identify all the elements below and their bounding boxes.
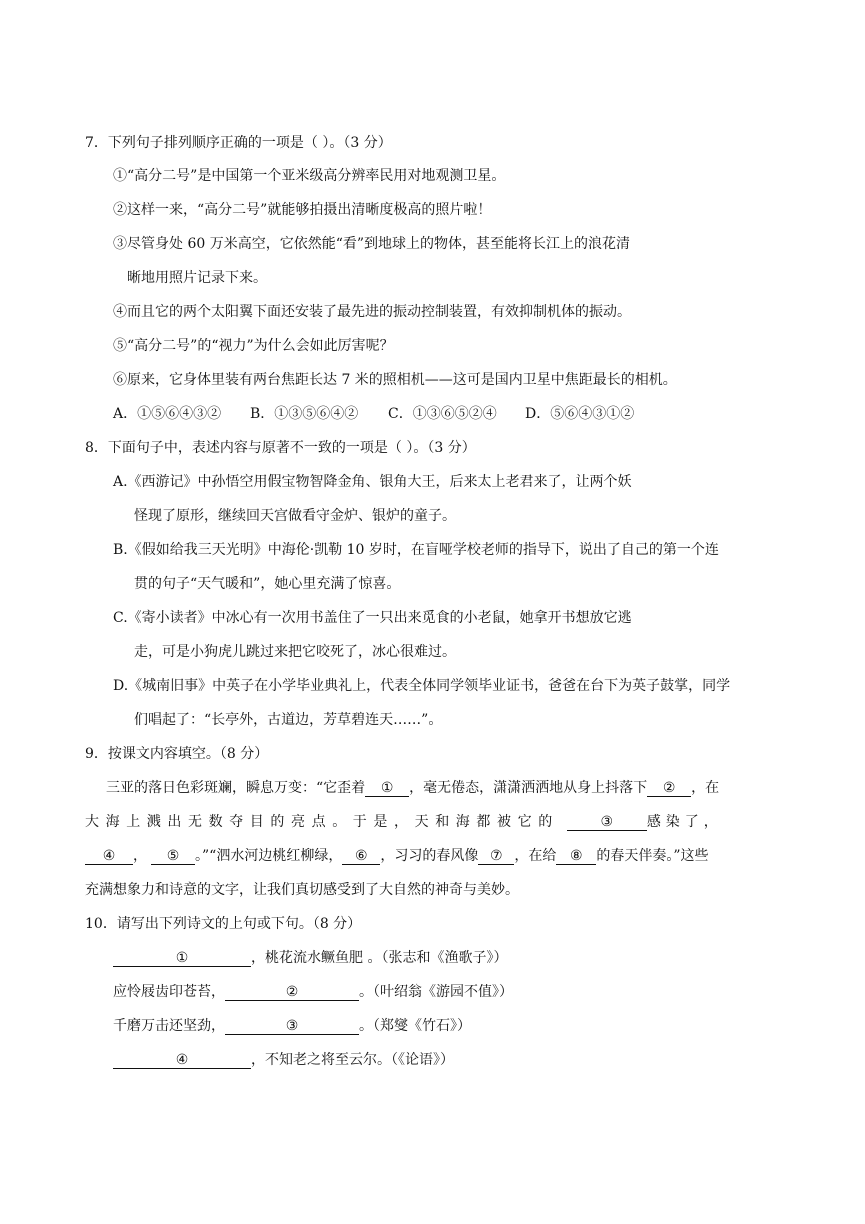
q9-text-2b: 感染了， bbox=[646, 814, 723, 830]
q9-blank-8[interactable]: ⑧ bbox=[556, 848, 596, 865]
q7-sentence-2: ②这样一来，“高分二号”就能够拍摄出清晰度极高的照片啦！ bbox=[113, 202, 492, 218]
q8-option-a-line1: A.《西游记》中孙悟空用假宝物智降金角、银角大王，后来太上老君来了，让两个妖 bbox=[113, 474, 632, 490]
q8-option-d-line2: 们唱起了：“长亭外，古道边，芳草碧连天……”。 bbox=[134, 712, 443, 728]
q7-option-b: B．①③⑤⑥④② bbox=[250, 406, 359, 422]
q7-option-c: C．①③⑥⑤②④ bbox=[388, 406, 497, 422]
q9-stem: 9．按课文内容填空。（8 分） bbox=[85, 746, 269, 762]
q7-sentence-4: ④而且它的两个太阳翼下面还安装了最先进的振动控制装置，有效抑制机体的振动。 bbox=[113, 304, 631, 320]
q10-line-1 bbox=[113, 948, 507, 968]
q7-sentence-1: ①“高分二号”是中国第一个亚米级高分辨率民用对地观测卫星。 bbox=[113, 168, 506, 184]
q9-text-2a: 大海上溅出无数夺目的亮点。于是，天和海都被它的 bbox=[85, 814, 559, 830]
q8-option-a-line2: 怪现了原形，继续回天宫做看守金炉、银炉的童子。 bbox=[134, 508, 456, 524]
q9-blank-6[interactable]: ⑥ bbox=[342, 848, 380, 865]
q10-line-4 bbox=[113, 1050, 454, 1070]
q10-text-4: ，不知老之将至云尔。（《论语》） bbox=[251, 1052, 454, 1068]
q8-stem: 8．下面句子中，表述内容与原著不一致的一项是（ ）。（3 分） bbox=[85, 440, 476, 456]
q10-line-2 bbox=[113, 982, 513, 1002]
q9-passage-line1 bbox=[106, 778, 719, 798]
q7-sentence-3a: ③尽管身处 60 万米高空，它依然能“看”到地球上的物体，甚至能将长江上的浪花清 bbox=[113, 236, 631, 252]
q8-option-b-line2: 贯的句子“天气暖和”，她心里充满了惊喜。 bbox=[134, 576, 401, 592]
q9-passage-line4: 充满想象力和诗意的文字，让我们真切感受到了大自然的神奇与美妙。 bbox=[85, 882, 519, 898]
q10-blank-4[interactable]: ④ bbox=[113, 1052, 251, 1069]
q9-text-3d: 的春天伴奏。”这些 bbox=[596, 848, 709, 864]
q9-text-3b: ，习习的春风像 bbox=[380, 848, 479, 864]
q8-option-c-line2: 走，可是小狗虎儿跳过来把它咬死了，冰心很难过。 bbox=[134, 644, 456, 660]
q9-blank-4[interactable]: ④ bbox=[85, 848, 133, 865]
q9-sep-1: ， bbox=[133, 848, 147, 864]
q9-text-1c: ，在 bbox=[691, 780, 720, 796]
q10-text-2a: 应怜屐齿印苍苔， bbox=[113, 984, 225, 1000]
q9-blank-7[interactable]: ⑦ bbox=[478, 848, 514, 865]
q9-blank-3[interactable]: ③ bbox=[567, 814, 647, 831]
q9-blank-1[interactable]: ① bbox=[365, 780, 409, 797]
q8-option-b-line1: B.《假如给我三天光明》中海伦·凯勒 10 岁时，在盲哑学校老师的指导下，说出了自己的第一个连 bbox=[113, 542, 719, 558]
q10-text-2b: 。（叶绍翁《游园不值》） bbox=[359, 984, 513, 1000]
q10-line-3 bbox=[113, 1016, 471, 1036]
q9-blank-5[interactable]: ⑤ bbox=[151, 848, 195, 865]
q7-stem: 7．下列句子排列顺序正确的一项是（ ）。（3 分） bbox=[85, 135, 392, 151]
q10-text-3b: 。（郑燮《竹石》） bbox=[359, 1018, 471, 1034]
q7-option-a: A．①⑤⑥④③② bbox=[113, 406, 222, 422]
q9-text-3c: ，在给 bbox=[514, 848, 557, 864]
q8-option-c-line1: C.《寄小读者》中冰心有一次用书盖住了一只出来觅食的小老鼠，她拿开书想放它逃 bbox=[113, 610, 632, 626]
q10-blank-1[interactable]: ① bbox=[113, 950, 251, 967]
q9-blank-2[interactable]: ② bbox=[647, 780, 691, 797]
q9-text-3a: 。”“泗水河边桃红柳绿， bbox=[195, 848, 343, 864]
q10-stem: 10．请写出下列诗文的上句或下句。（8 分） bbox=[85, 916, 362, 932]
q10-text-3a: 千磨万击还坚劲， bbox=[113, 1018, 225, 1034]
q10-blank-3[interactable]: ③ bbox=[225, 1018, 359, 1035]
q7-option-d: D．⑤⑥④③①② bbox=[525, 406, 635, 422]
q9-passage-line3 bbox=[85, 846, 709, 866]
q10-text-1: ，桃花流水鳜鱼肥 。（张志和《渔歌子》） bbox=[251, 950, 508, 966]
q9-text-1b: ，毫无倦态，潇潇洒洒地从身上抖落下 bbox=[409, 780, 648, 796]
q7-sentence-3b: 晰地用照片记录下来。 bbox=[127, 270, 267, 286]
q9-passage-line2 bbox=[85, 812, 779, 832]
q10-blank-2[interactable]: ② bbox=[225, 984, 359, 1001]
q9-text-1a: 三亚的落日色彩斑斓，瞬息万变：“它歪着 bbox=[106, 780, 366, 796]
q7-sentence-5: ⑤“高分二号”的“视力”为什么会如此厉害呢？ bbox=[113, 338, 394, 354]
q7-sentence-6: ⑥原来，它身体里装有两台焦距长达 7 米的照相机——这可是国内卫星中焦距最长的相机。 bbox=[113, 372, 677, 388]
q8-option-d-line1: D.《城南旧事》中英子在小学毕业典礼上，代表全体同学领毕业证书，爸爸在台下为英子鼓掌，同学 bbox=[113, 678, 731, 694]
